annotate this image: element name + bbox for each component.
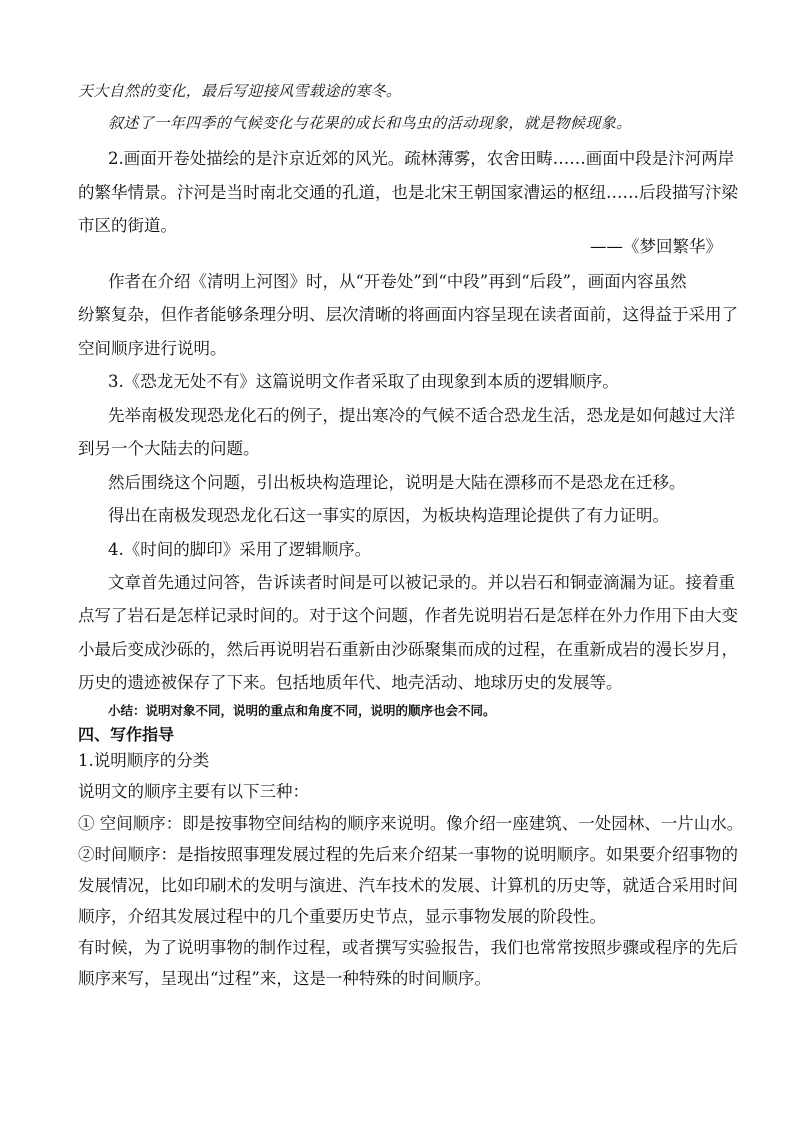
paragraph-line: 纷繁复杂，但作者能够条理分明、层次清晰的将画面内容呈现在读者面前，这得益于采用了: [78, 305, 738, 324]
quote-source: ——《梦回繁华》: [590, 237, 722, 256]
list-item-2: 2.画面开卷处描绘的是汴京近郊的风光。疏林薄雾，农舍田畴……画面中段是汴河两岸: [108, 149, 735, 168]
list-item-3: 3.《恐龙无处不有》这篇说明文作者采取了由现象到本质的逻辑顺序。: [108, 372, 619, 391]
list-item-4: 4.《时间的脚印》采用了逻辑顺序。: [108, 540, 372, 559]
list-item-spatial: ① 空间顺序：即是按事物空间结构的顺序来说明。像介绍一座建筑、一处园林、一片山水。: [78, 814, 744, 833]
paragraph-line: 市区的街道。: [78, 216, 177, 235]
paragraph-line: 历史的遗迹被保存了下来。包括地质年代、地壳活动、地球历史的发展等。: [78, 673, 623, 692]
paragraph-line: 先举南极发现恐龙化石的例子，提出寒冷的气候不适合恐龙生活，恐龙是如何越过大洋: [108, 406, 735, 425]
paragraph-line: 叙述了一年四季的气候变化与花果的成长和鸟虫的活动现象，就是物候现象。: [108, 114, 632, 132]
summary-note: 小结：说明对象不同，说明的重点和角度不同，说明的顺序也会不同。: [108, 703, 496, 718]
paragraph-line: 发展情况，比如印刷术的发明与演进、汽车技术的发展、计算机的历史等，就适合采用时间: [78, 876, 738, 895]
paragraph-line: 点写了岩石是怎样记录时间的。对于这个问题，作者先说明岩石是怎样在外力作用下由大变: [78, 606, 738, 625]
paragraph-line: 的繁华情景。汴河是当时南北交通的孔道，也是北宋王朝国家漕运的枢纽……后段描写汴梁: [78, 183, 738, 202]
paragraph-line: 有时候，为了说明事物的制作过程，或者撰写实验报告，我们也常常按照步骤或程序的先后: [78, 938, 738, 957]
paragraph-line: 顺序，介绍其发展过程中的几个重要历史节点，显示事物发展的阶段性。: [78, 907, 606, 926]
section-heading: 四、写作指导: [78, 725, 175, 744]
paragraph-line: 小最后变成沙砾的，然后再说明岩石重新由沙砾聚集而成的过程，在重新成岩的漫长岁月，: [78, 640, 738, 659]
paragraph-line: 天大自然的变化，最后写迎接风雪载途的寒冬。: [78, 82, 402, 100]
paragraph-line: 空间顺序进行说明。: [78, 339, 227, 358]
paragraph-line: 作者在介绍《清明上河图》时，从“开卷处”到“中段”再到“后段”，画面内容虽然: [108, 272, 687, 291]
paragraph-line: 然后围绕这个问题，引出板块构造理论，说明是大陆在漂移而不是恐龙在迁移。: [108, 473, 686, 492]
paragraph-line: 到另一个大陆去的问题。: [78, 439, 260, 458]
paragraph-line: 说明文的顺序主要有以下三种：: [78, 782, 309, 801]
paragraph-line: 得出在南极发现恐龙化石这一事实的原因，为板块构造理论提供了有力证明。: [108, 506, 669, 525]
list-item-temporal: ②时间顺序：是指按照事理发展过程的先后来介绍某一事物的说明顺序。如果要介绍事物的: [78, 845, 738, 864]
subsection-heading: 1.说明顺序的分类: [78, 751, 210, 770]
paragraph-line: 文章首先通过问答，告诉读者时间是可以被记录的。并以岩石和铜壶滴漏为证。接着重: [108, 573, 735, 592]
paragraph-line: 顺序来写，呈现出“过程”来，这是一种特殊的时间顺序。: [78, 969, 491, 988]
